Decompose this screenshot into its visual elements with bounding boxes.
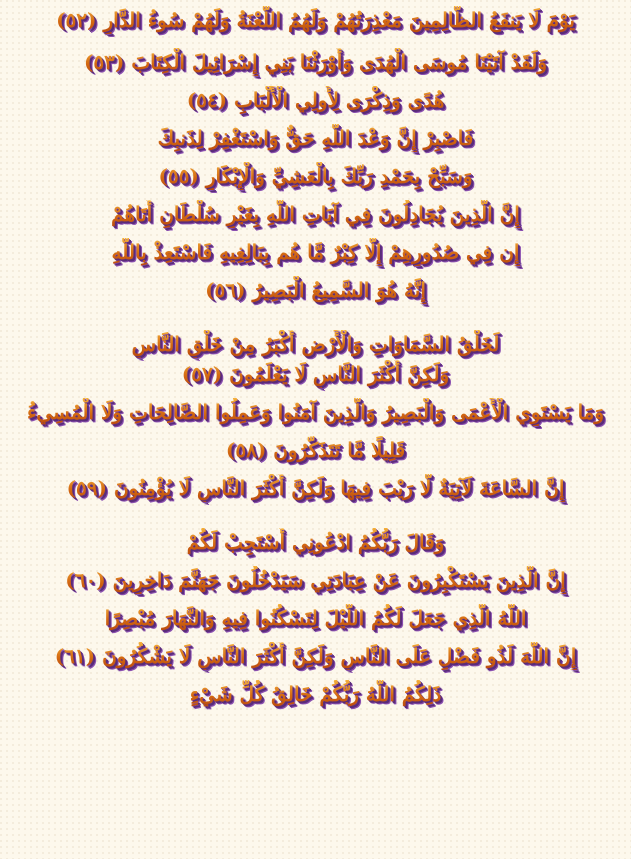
verse-line-57b: وَلَكِنَّ أَكْثَرَ النَّاسِ لَا يَعْلَمُونَ (٥٧): [14, 360, 617, 388]
verse-line-61a: اللَّهُ الَّذِي جَعَلَ لَكُمُ اللَّيْلَ لِتَسْكُنُوا فِيهِ وَالنَّهَارَ مُبْصِرًا: [14, 604, 617, 632]
verse-line-56b: إِن فِي صُدُورِهِمْ إِلَّا كِبْرٌ مَّا هُم بِبَالِغِيهِ فَاسْتَعِذْ بِاللَّهِ: [14, 238, 617, 266]
verse-line-60b: إِنَّ الَّذِينَ يَسْتَكْبِرُونَ عَنْ عِبَادَتِي سَيَدْخُلُونَ جَهَنَّمَ دَاخِرِينَ (٦٠): [14, 566, 617, 594]
verse-line-52: يَوْمَ لَا يَنفَعُ الظَّالِمِينَ مَعْذِرَتُهُمْ وَلَهُمُ اللَّعْنَةُ وَلَهُمْ سُوءُ الدَّارِ (٥٢): [14, 6, 617, 34]
verse-line-55b: وَسَبِّحْ بِحَمْدِ رَبِّكَ بِالْعَشِيِّ وَالْإِبْكَارِ (٥٥): [14, 162, 617, 190]
verse-line-56a: إِنَّ الَّذِينَ يُجَادِلُونَ فِي آيَاتِ اللَّهِ بِغَيْرِ سُلْطَانٍ أَتَاهُمْ: [14, 200, 617, 228]
verse-line-57a: لَخَلْقُ السَّمَاوَاتِ وَالْأَرْضِ أَكْبَرُ مِنْ خَلْقِ النَّاسِ: [14, 330, 617, 358]
verse-line-58a: وَمَا يَسْتَوِي الْأَعْمَى وَالْبَصِيرُ وَالَّذِينَ آمَنُوا وَعَمِلُوا الصَّالِحَاتِ وَلَا الْمُسِيءُ: [14, 398, 617, 426]
verse-line-53: وَلَقَدْ آتَيْنَا مُوسَى الْهُدَى وَأَوْرَثْنَا بَنِي إِسْرَائِيلَ الْكِتَابَ (٥٣): [14, 48, 617, 76]
verse-line-59: إِنَّ السَّاعَةَ لَآتِيَةٌ لَّا رَيْبَ فِيهَا وَلَكِنَّ أَكْثَرَ النَّاسِ لَا يُؤْمِنُونَ (٥٩): [14, 474, 617, 502]
verse-line-62: ذَلِكُمُ اللَّهُ رَبُّكُمْ خَالِقُ كُلِّ شَيْءٍ: [14, 680, 617, 708]
verse-line-61b: إِنَّ اللَّهَ لَذُو فَضْلٍ عَلَى النَّاسِ وَلَكِنَّ أَكْثَرَ النَّاسِ لَا يَشْكُرُونَ (٦١): [14, 642, 617, 670]
verse-line-55a: فَاصْبِرْ إِنَّ وَعْدَ اللَّهِ حَقٌّ وَاسْتَغْفِرْ لِذَنبِكَ: [14, 124, 617, 152]
verse-line-60a: وَقَالَ رَبُّكُمُ ادْعُونِي أَسْتَجِبْ لَكُمْ: [14, 528, 617, 556]
verse-line-58b: قَلِيلًا مَّا تَتَذَكَّرُونَ (٥٨): [14, 436, 617, 464]
verse-line-56c: إِنَّهُ هُوَ السَّمِيعُ الْبَصِيرُ (٥٦): [14, 276, 617, 304]
verse-line-54: هُدًى وَذِكْرَى لِأُولِي الْأَلْبَابِ (٥٤): [14, 86, 617, 114]
